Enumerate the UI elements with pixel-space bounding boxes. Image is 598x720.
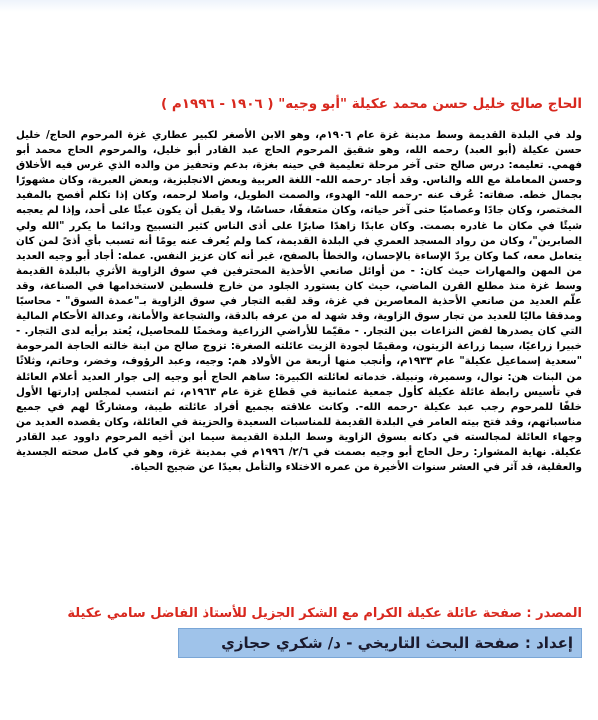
biography-text: ولد في البلدة القديمة وسط مدينة غزة عام ١٩٠٦م، وهو الابن الأصغر لكبير عطاري غزة المرحوم الحاج/ خليل حسن عكيلة (أبو العبد) رحمه الله، وهو شقيق المرحوم الحاج عبد القادر أبو خليل، والمرحوم الحاج محمد أبو فهمي. تعليمه: درس صالح حتى آخر مرحلة تعليمية في حينه بغزة، بدعم وتحفيز من والده الذي غرس فيه الأخلاق وحسن المعاملة مع الله والناس. وقد أجاد -رحمه الله- اللغة العربية وبعض الانجليزية، وبعض العبرية، وكان مشهورًا بجمال خطه. صفاته: عُرف عنه -رحمه الله- الهدوء، والصمت الطويل، واصلا لرحمه، وكان إذا تكلم أفصح بالمفيد المختصر، وكان جادًا وعصاميًا حتى آخر حياته، وكان متعففًا، حساسًا، ولا يقبل أن يكون عبئًا على أحد، وإذا لم يعجبه شيئًا في مكان ما غادره بصمت. وكان عابدًا زاهدًا صابرًا على أذى الناس كثير التسبيح ودائما ما يكرر "الله ولي الصابرين"، وكان من رواد المسجد العمري في البلدة القديمة، كما ولم يُعرف عنه يومًا أنه تسبب بأي أذىً لمن كان يتعامل معه، كما وكان يردّ الإساءة بالإحسان، والخطأ بالصفح، غير أنه كان عزيز النفس. عمله: أجاد أبو وجيه العديد من المهن والمهارات حيث كان: - من أوائل صانعي الأحذية المحترفين في سوق الزاوية الأثري بالبلدة القديمة وسط غزة منذ مطلع القرن الماضي، حيث كان يستورد الجلود من خارج فلسطين لاستخدامها في الصناعة، وقد علّم العديد من صانعي الأحذية المعاصرين في غزة، وقد لقبه التجار في سوق الزاوية بـ"عمدة السوق" - محاسبًا ومدققا ماليًا للعديد من تجار سوق الزاوية، وقد شهد له من عرفه بالدقة، والشجاعة والأمانة، وعدالة الأحكام المالية التي كان يصدرها لفض النزاعات بين التجار. - مقيّما للأراضي الزراعية ومخمنًا للمحاصيل، يُعتد برأيه لدى التجار. - خبيرا زراعيًا، سيما زراعة الزيتون، ومقيمًا لجودة الزيت عائلته الصغرة: تزوج صالح من ابنة خالته الحاجة المرحومة "سعدية إسماعيل عكيلة" عام ١٩٣٣م، وأنجب منها أربعة من الأولاد هم: وجيه، وعبد الرؤوف، وخضر، وحاتم، وثلاثًا من البنات هن: نوال، وسميرة، ونبيلة. خدماته لعائلته الكبيرة: ساهم الحاج أبو وجيه إلى جوار العديد أعلام العائلة في تأسيس رابطة عائلة عكيلة كأول جمعية عثمانية في قطاع غزة عام ١٩٦٣م، ثم انتسب لمجلس إدارتها الأول خلفًا للمرحوم رجب عبد عكيلة -رحمه الله-. وكانت علاقته بجميع أفراد عائلته طيبة، ومشاركًا لهم في جميع مناسباتهم، وقد فتح بيته العامر في البلدة القديمة للمناسبات السعيدة والحزينة في العائلة، وكان يقصده العديد من وجهاء العائلة لمجالسته في دكانه بسوق الزاوية وسط البلدة القديمة سيما ابن أخيه المرحوم داوود عبد القادر عكيلة. نهاية المشوار: رحل الحاج أبو وجيه بصمت في ٢/٦/ ١٩٩٦م في بمدينة غزة، وهو في كامل صحته الجسدية والعقلية، قد آثر في العشر سنوات الأخيرة من عمره الاختلاء والتأمل بعيدًا عن ضجيج الحياة. — [16, 130, 582, 474]
top-band — [0, 0, 598, 12]
source-line: المصدر : صفحة عائلة عكيلة الكرام مع الشكر الجزيل للأستاذ الفاضل سامي عكيلة — [67, 606, 582, 621]
credit-text: إعداد : صفحة البحث التاريخي - د/ شكري حجازي — [221, 634, 573, 652]
credit-banner — [178, 628, 582, 658]
page-title: الحاج صالح خليل حسن محمد عكيلة "أبو وجيه" ( ١٩٠٦ - ١٩٩٦م ) — [160, 96, 582, 112]
